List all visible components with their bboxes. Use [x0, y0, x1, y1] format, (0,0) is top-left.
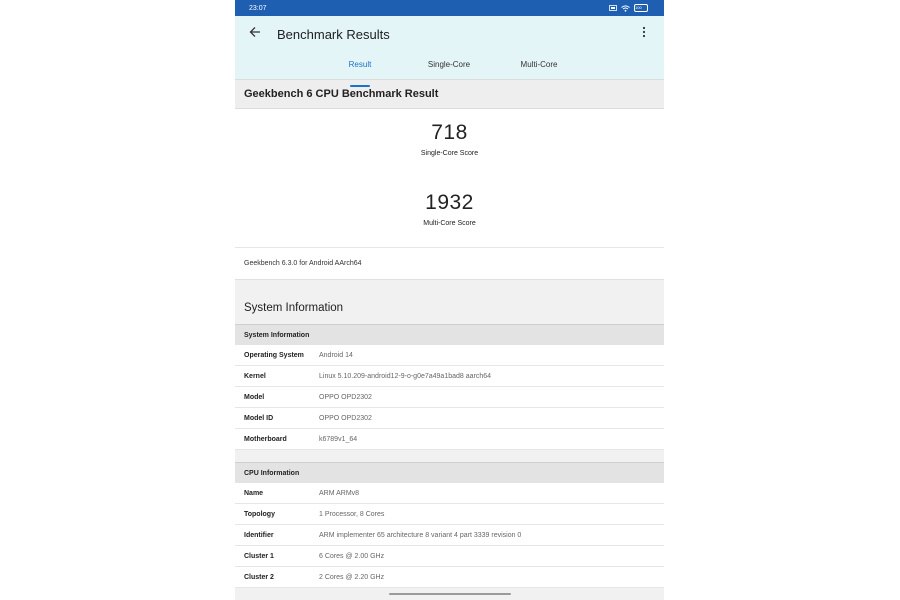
- multi-core-score: [235, 191, 664, 227]
- multi-core-score-label: Multi-Core Score: [423, 220, 476, 227]
- table-row: [235, 408, 664, 429]
- table-row: [235, 366, 664, 387]
- result-header: Geekbench 6 CPU Benchmark Result: [235, 79, 664, 109]
- tab-result[interactable]: Result: [335, 52, 385, 87]
- status-icons: [609, 4, 648, 12]
- home-indicator[interactable]: [389, 593, 511, 595]
- row-key: Topology: [244, 510, 275, 518]
- divider: [235, 279, 664, 289]
- row-value: OPPO OPD2302: [319, 414, 372, 422]
- row-key: Motherboard: [244, 435, 287, 443]
- version-info: Geekbench 6.3.0 for Android AArch64: [235, 247, 664, 279]
- scores-panel: [235, 109, 664, 247]
- table-row: [235, 525, 664, 546]
- section-divider: [235, 450, 664, 462]
- row-value: 1 Processor, 8 Cores: [319, 510, 385, 518]
- row-key: Identifier: [244, 531, 274, 539]
- app-bar: [235, 16, 664, 79]
- row-value: k6789v1_64: [319, 435, 358, 443]
- row-key: Kernel: [244, 372, 266, 380]
- row-value: ARM ARMv8: [319, 489, 360, 497]
- tab-multi-core[interactable]: Multi-Core: [520, 60, 558, 69]
- tab-single-core[interactable]: Single-Core: [427, 60, 471, 69]
- multi-core-score-value: 1932: [425, 191, 474, 214]
- single-core-score-value: 718: [431, 121, 468, 144]
- single-core-score-label: Single-Core Score: [420, 150, 479, 157]
- status-bar: [235, 0, 664, 16]
- table-row: [235, 483, 664, 504]
- tab-bar: [235, 52, 664, 79]
- row-value: 6 Cores @ 2.00 GHz: [319, 552, 385, 560]
- row-key: Model ID: [244, 414, 274, 422]
- row-key: Operating System: [244, 351, 304, 359]
- overflow-menu-button[interactable]: [636, 26, 652, 42]
- row-value: Linux 5.10.209-android12-9-o-g0e7a49a1bad8 aarch64: [319, 372, 492, 380]
- row-key: Cluster 1: [244, 552, 274, 560]
- status-time: 23:07: [249, 4, 267, 12]
- more-vert-icon: [642, 25, 646, 43]
- row-key: Model: [244, 393, 265, 401]
- app-bar-top: [235, 16, 664, 52]
- system-information-header: System Information: [235, 324, 664, 345]
- battery-icon: 100: [634, 4, 648, 12]
- arrow-left-icon: [249, 25, 261, 43]
- table-row: [235, 546, 664, 567]
- table-row: [235, 429, 664, 450]
- table-row: [235, 567, 664, 588]
- row-value: OPPO OPD2302: [319, 393, 372, 401]
- row-key: Name: [244, 489, 264, 497]
- page-title: Benchmark Results: [277, 26, 390, 42]
- back-button[interactable]: [247, 26, 263, 42]
- row-value: ARM implementer 65 architecture 8 variant 4 part 3339 revision 0: [319, 531, 522, 539]
- table-row: [235, 504, 664, 525]
- cpu-information-header: CPU Information: [235, 462, 664, 483]
- row-value: Android 14: [319, 351, 353, 359]
- single-core-score: [235, 121, 664, 157]
- wifi-icon: [621, 5, 630, 12]
- table-row: [235, 345, 664, 366]
- row-value: 2 Cores @ 2.20 GHz: [319, 573, 385, 581]
- screen-cast-icon: [609, 5, 617, 12]
- table-row: [235, 387, 664, 408]
- app-screen: [235, 0, 664, 600]
- system-information-title: System Information: [235, 289, 664, 324]
- row-key: Cluster 2: [244, 573, 274, 581]
